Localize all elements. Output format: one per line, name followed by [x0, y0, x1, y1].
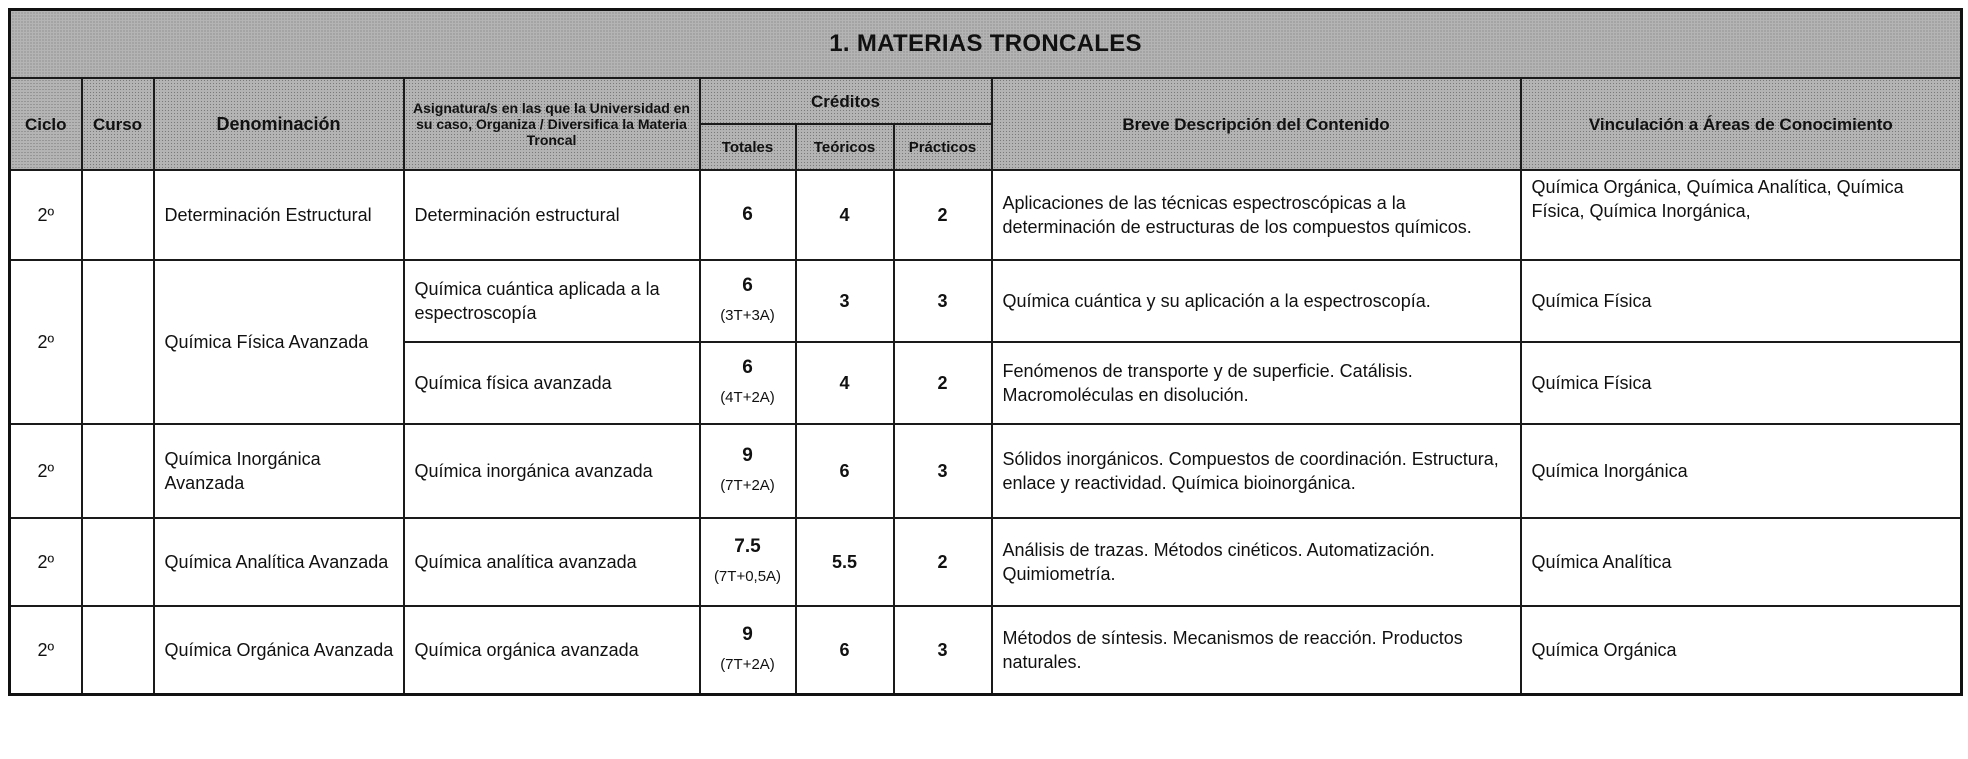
table-row [10, 606, 1962, 694]
header-totales: Totales [700, 124, 796, 170]
cell-denominacion: Determinación Estructural [154, 170, 404, 260]
cell-teoricos: 3 [796, 260, 894, 342]
cell-curso [82, 260, 154, 424]
cell-teoricos: 6 [796, 606, 894, 694]
materias-troncales-sheet [8, 8, 1960, 696]
totales-value: 9 [742, 623, 753, 645]
totales-detail: (4T+2A) [720, 389, 775, 406]
cell-ciclo: 2º [10, 518, 82, 606]
cell-practicos: 3 [894, 260, 992, 342]
cell-teoricos: 6 [796, 424, 894, 518]
header-descripcion: Breve Descripción del Contenido [992, 78, 1521, 170]
cell-asignatura: Química inorgánica avanzada [404, 424, 700, 518]
cell-descripcion: Fenómenos de transporte y de superficie. Catálisis. Macromoléculas en disolución. [992, 342, 1521, 424]
table-row [10, 260, 1962, 342]
cell-teoricos: 4 [796, 342, 894, 424]
cell-practicos: 2 [894, 518, 992, 606]
totales-detail: (7T+0,5A) [713, 568, 782, 585]
cell-vinculacion: Química Orgánica [1521, 606, 1962, 694]
cell-descripcion: Métodos de síntesis. Mecanismos de reacción. Productos naturales. [992, 606, 1521, 694]
header-curso: Curso [82, 78, 154, 170]
cell-totales [700, 170, 796, 260]
cell-asignatura: Química cuántica aplicada a la espectroscopía [404, 260, 700, 342]
cell-totales [700, 342, 796, 424]
totales-detail: (7T+2A) [720, 477, 775, 494]
cell-curso [82, 606, 154, 694]
header-practicos: Prácticos [894, 124, 992, 170]
cell-descripcion: Química cuántica y su aplicación a la espectroscopía. [992, 260, 1521, 342]
cell-vinculacion: Química Física [1521, 342, 1962, 424]
header-creditos: Créditos [700, 78, 992, 124]
cell-descripcion: Sólidos inorgánicos. Compuestos de coordinación. Estructura, enlace y reactividad. Química bioinorgánica. [992, 424, 1521, 518]
cell-teoricos: 4 [796, 170, 894, 260]
header-asignaturas: Asignatura/s en las que la Universidad en su caso, Organiza / Diversifica la Materia Troncal [404, 78, 700, 170]
cell-ciclo: 2º [10, 170, 82, 260]
cell-asignatura: Química analítica avanzada [404, 518, 700, 606]
header-ciclo: Ciclo [10, 78, 82, 170]
cell-descripcion: Aplicaciones de las técnicas espectroscópicas a la determinación de estructuras de los compuestos químicos. [992, 170, 1521, 260]
cell-vinculacion: Química Analítica [1521, 518, 1962, 606]
header-vinculacion: Vinculación a Áreas de Conocimiento [1521, 78, 1962, 170]
table-row [10, 424, 1962, 518]
totales-value: 7.5 [734, 536, 761, 557]
cell-practicos: 3 [894, 606, 992, 694]
cell-ciclo: 2º [10, 606, 82, 694]
materias-table [8, 8, 1963, 696]
table-row [10, 518, 1962, 606]
cell-totales [700, 260, 796, 342]
header-denominacion: Denominación [154, 78, 404, 170]
cell-practicos: 2 [894, 342, 992, 424]
cell-asignatura: Determinación estructural [404, 170, 700, 260]
totales-value: 6 [742, 357, 753, 378]
totales-detail: (3T+3A) [720, 307, 775, 324]
totales-value: 6 [742, 204, 753, 225]
cell-vinculacion: Química Orgánica, Química Analítica, Química Física, Química Inorgánica, [1521, 170, 1962, 260]
cell-practicos: 3 [894, 424, 992, 518]
cell-totales [700, 424, 796, 518]
cell-teoricos: 5.5 [796, 518, 894, 606]
cell-practicos: 2 [894, 170, 992, 260]
cell-vinculacion: Química Inorgánica [1521, 424, 1962, 518]
totales-value: 6 [742, 275, 753, 296]
cell-denominacion: Química Analítica Avanzada [154, 518, 404, 606]
cell-curso [82, 518, 154, 606]
cell-curso [82, 424, 154, 518]
totales-detail: (7T+2A) [720, 655, 775, 673]
cell-denominacion: Química Orgánica Avanzada [154, 606, 404, 694]
totales-value: 9 [742, 445, 753, 466]
cell-totales [700, 518, 796, 606]
cell-denominacion: Química Física Avanzada [154, 260, 404, 424]
cell-asignatura: Química física avanzada [404, 342, 700, 424]
table-row [10, 170, 1962, 260]
cell-ciclo: 2º [10, 260, 82, 424]
cell-ciclo: 2º [10, 424, 82, 518]
cell-denominacion: Química Inorgánica Avanzada [154, 424, 404, 518]
cell-descripcion: Análisis de trazas. Métodos cinéticos. Automatización. Quimiometría. [992, 518, 1521, 606]
cell-asignatura: Química orgánica avanzada [404, 606, 700, 694]
table-title: 1. MATERIAS TRONCALES [10, 10, 1962, 79]
cell-curso [82, 170, 154, 260]
cell-totales [700, 606, 796, 694]
cell-vinculacion: Química Física [1521, 260, 1962, 342]
header-teoricos: Teóricos [796, 124, 894, 170]
